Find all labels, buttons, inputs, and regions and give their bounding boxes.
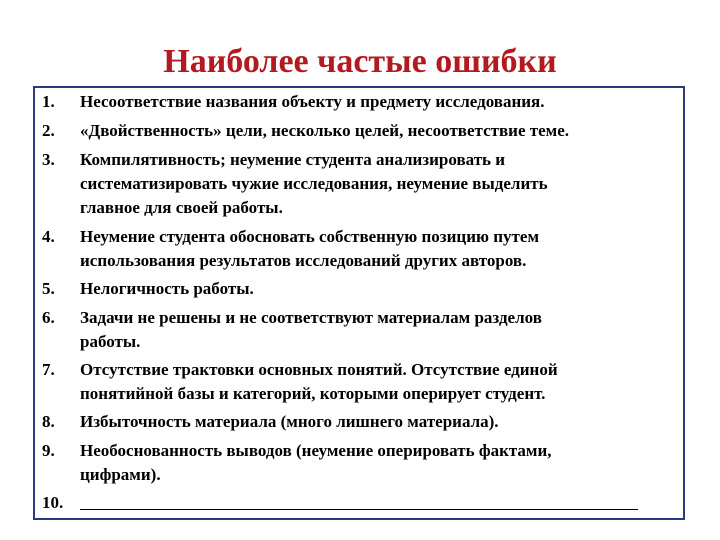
list-item-number: 5. [42,279,55,298]
list-item [35,491,683,515]
list-item-text: работы. [80,332,141,351]
list-item-blank [80,491,683,515]
list-item-text: Нелогичность работы. [80,279,254,298]
list-item-number: 4. [42,227,55,246]
list-item-number: 9. [42,441,55,460]
list-item-text: Неумение студента обосновать собственную позицию путем [80,227,540,246]
list-item [35,148,683,220]
list-item-number: 3. [42,150,55,169]
list-item-number: 8. [42,412,55,431]
slide-title: Наиболее частые ошибки [163,43,557,80]
list-item-text: Задачи не решены и не соответствуют материалам разделов [80,308,542,327]
list-item [35,119,683,143]
list-item-text: использования результатов исследований других авторов. [80,251,527,270]
list-item [35,439,683,487]
list-item-text: «Двойственность» цели, несколько целей, несоответствие теме. [80,121,570,140]
list-item-text: Необоснованность выводов (неумение оперировать фактами, [80,441,552,460]
list-item-text: главное для своей работы. [80,198,283,217]
list-item-number: 2. [42,121,55,140]
content-frame [33,86,685,520]
list-item [35,277,683,301]
list-item-text: Избыточность материала (много лишнего материала). [80,412,499,431]
list-item-text: Несоответствие названия объекту и предмету исследования. [80,92,545,111]
list-item-number: 1. [42,92,55,111]
list-item [35,358,683,406]
list-item-text: понятийной базы и категорий, которыми оперирует студент. [80,384,546,403]
list-item [35,306,683,354]
list-item-text: систематизировать чужие исследования, неумение выделить [80,174,548,193]
list-item [35,410,683,434]
list-item [35,225,683,273]
list-item-number: 10. [42,493,64,512]
list-item-text: Компилятивность; неумение студента анализировать и [80,150,506,169]
list-item [35,90,683,114]
list-item-text: цифрами). [80,465,161,484]
list-item-text: Отсутствие трактовки основных понятий. Отсутствие единой [80,360,558,379]
list-item-number: 7. [42,360,55,379]
blank-underline [80,491,638,510]
list-item-number: 6. [42,308,55,327]
